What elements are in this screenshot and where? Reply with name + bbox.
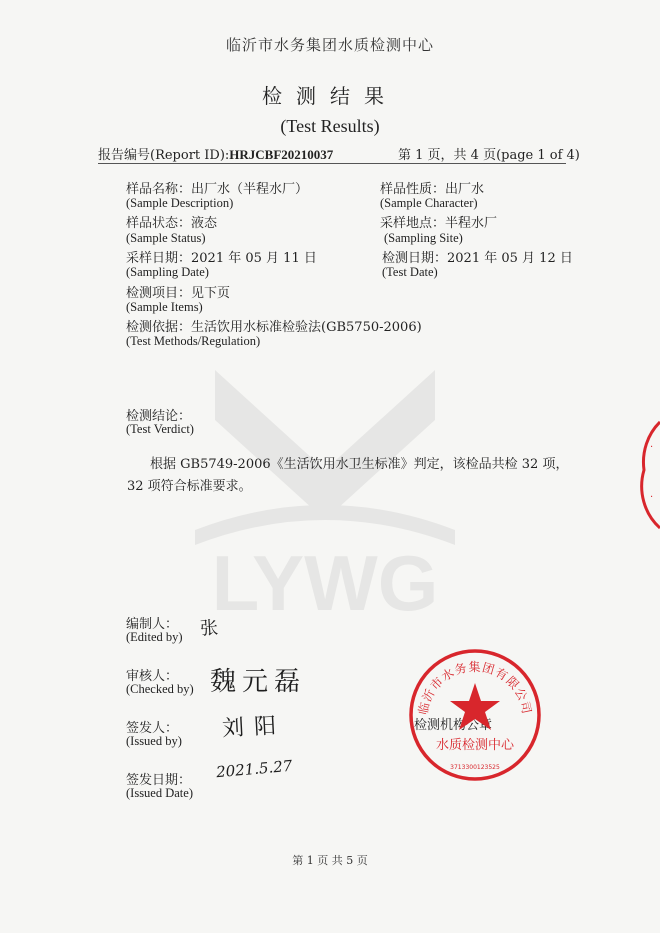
edited-label: 编制人： bbox=[126, 617, 179, 632]
verdict-line-1: 根据 GB5749-2006《生活饮用水卫生标准》判定，该检品共检 32 项， bbox=[150, 457, 569, 472]
issued-label: 签发人： bbox=[126, 721, 179, 736]
sample-status-value: 液态 bbox=[191, 216, 218, 231]
seal-ring-text: 临沂市水务集团有限公司 bbox=[415, 660, 535, 716]
report-id-label: 报告编号(Report ID): bbox=[98, 148, 230, 163]
edited-signature: 张 bbox=[199, 617, 219, 640]
sampling-site-row bbox=[380, 212, 497, 231]
sample-char-en: (Sample Character) bbox=[380, 196, 478, 210]
sampling-date-row bbox=[126, 247, 317, 266]
sample-char-label: 样品性质： bbox=[380, 182, 446, 197]
basis-en: (Test Methods/Regulation) bbox=[126, 334, 261, 348]
sampling-date-label: 采样日期： bbox=[126, 251, 192, 266]
issued-date-label: 签发日期： bbox=[126, 773, 192, 788]
seal-dept: 水质检测中心 bbox=[435, 738, 515, 753]
test-date-label: 检测日期： bbox=[382, 251, 448, 266]
watermark-text: LYWG bbox=[211, 539, 439, 627]
sampling-site-label: 采样地点： bbox=[380, 216, 446, 231]
official-seal bbox=[405, 645, 545, 785]
svg-text:·: · bbox=[650, 442, 654, 453]
page-title: 检测结果 bbox=[262, 84, 398, 108]
test-date-row bbox=[382, 247, 573, 266]
seal-number: 3713300123525 bbox=[450, 764, 500, 771]
items-row bbox=[126, 282, 230, 301]
seal-star-icon bbox=[450, 683, 500, 730]
sample-char-value: 出厂水 bbox=[445, 182, 485, 197]
sample-status-row bbox=[126, 212, 217, 231]
edited-en: (Edited by) bbox=[126, 630, 183, 644]
sample-status-label: 样品状态： bbox=[126, 216, 192, 231]
sample-name-value: 出厂水（半程水厂） bbox=[191, 182, 309, 197]
issued-signature: 刘阳 bbox=[221, 713, 287, 742]
sampling-date-value: 2021 年 05 月 11 日 bbox=[191, 251, 317, 266]
report-id-value: HRJCBF20210037 bbox=[229, 147, 334, 162]
sample-char-row bbox=[380, 178, 484, 197]
issued-en: (Issued by) bbox=[126, 734, 182, 748]
sampling-site-en: (Sampling Site) bbox=[384, 231, 463, 245]
checked-en: (Checked by) bbox=[126, 682, 194, 696]
basis-value: 生活饮用水标准检验法(GB5750-2006) bbox=[191, 320, 422, 335]
checked-label: 审核人： bbox=[126, 669, 179, 684]
page-footer: 第 1 页 共 5 页 bbox=[292, 854, 368, 867]
items-value: 见下页 bbox=[191, 286, 231, 301]
report-id-line bbox=[98, 144, 333, 163]
svg-text:·: · bbox=[650, 492, 654, 503]
partial-seal-edge bbox=[636, 420, 660, 530]
sample-name-en: (Sample Description) bbox=[126, 196, 234, 210]
sample-name-row bbox=[126, 178, 308, 197]
basis-row bbox=[126, 316, 422, 335]
sample-status-en: (Sample Status) bbox=[126, 231, 206, 245]
verdict-label-en: (Test Verdict) bbox=[126, 422, 194, 436]
organization-name: 临沂市水务集团水质检测中心 bbox=[225, 36, 434, 54]
verdict-label: 检测结论： bbox=[126, 409, 192, 424]
page-info: 第 1 页，共 4 页(page 1 of 4) bbox=[398, 148, 580, 163]
test-date-en: (Test Date) bbox=[382, 265, 438, 279]
sampling-site-value: 半程水厂 bbox=[445, 216, 498, 231]
checked-signature: 魏元磊 bbox=[210, 667, 307, 697]
items-en: (Sample Items) bbox=[126, 300, 203, 314]
header-divider bbox=[98, 163, 566, 164]
test-date-value: 2021 年 05 月 12 日 bbox=[447, 251, 573, 266]
page-subtitle: (Test Results) bbox=[280, 116, 380, 136]
sampling-date-en: (Sampling Date) bbox=[126, 265, 209, 279]
issued-date-signature: 2021.5.27 bbox=[215, 756, 293, 782]
issued-date-en: (Issued Date) bbox=[126, 786, 193, 800]
basis-label: 检测依据： bbox=[126, 320, 192, 335]
items-label: 检测项目： bbox=[126, 286, 192, 301]
sample-name-label: 样品名称： bbox=[126, 182, 192, 197]
verdict-line-2: 32 项符合标准要求。 bbox=[127, 479, 252, 494]
seal-caption: 检测机构公章 bbox=[414, 718, 493, 733]
